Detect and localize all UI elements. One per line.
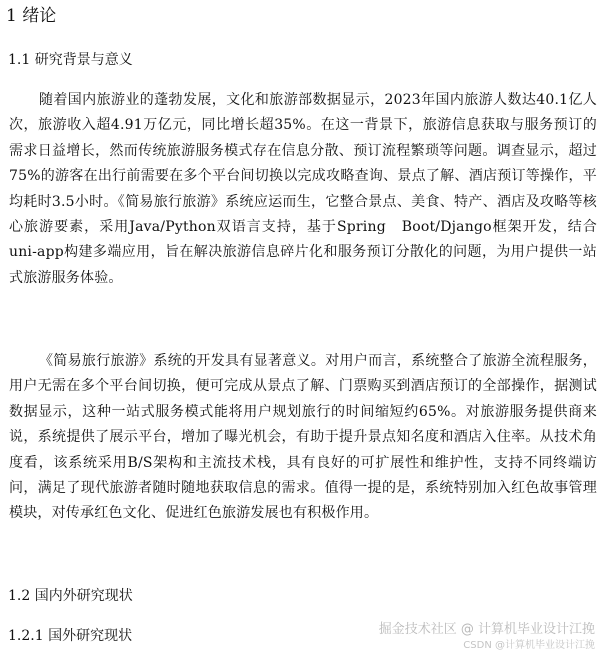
section-heading-1-2: 1.2 国内外研究现状 (8, 588, 133, 604)
chapter-title: 1 绪论 (6, 6, 57, 26)
watermark-csdn: CSDN @计算机毕业设计江挽 (463, 640, 595, 651)
subsection-heading-1-2-1: 1.2.1 国外研究现状 (8, 628, 133, 644)
paragraph-background: 随着国内旅游业的蓬勃发展，文化和旅游部数据显示，2023年国内旅游人数达40.1亿人次，旅游收入超4.91万亿元，同比增长超35%。在这一背景下，旅游信息获取与服务预订的需求日益增长，然而传统旅游服务模式存在信息分散、预订流程繁琐等问题。调查显示，超过75%的游客在出行前需要在多个平台间切换以完成攻略查询、景点了解、酒店预订等操作，平均耗时3.5小时。《简易旅行旅游》系统应运而生，它整合景点、美食、特产、酒店及攻略等核心旅游要素，采用Java/Python双语言支持，基于Spring Boot/Django框架开发，结合uni-app构建多端应用，旨在解决旅游信息碎片化和服务预订分散化的问题，为用户提供一站式旅游服务体验。 (9, 92, 597, 286)
section-heading-1-1: 1.1 研究背景与意义 (8, 52, 133, 68)
watermark (379, 621, 595, 653)
watermark-juejin: 掘金技术社区 @ 计算机毕业设计江挽 (378, 622, 595, 637)
paragraph-significance: 《简易旅行旅游》系统的开发具有显著意义。对用户而言，系统整合了旅游全流程服务，用户无需在多个平台间切换，便可完成从景点了解、门票购买到酒店预订的全部操作，据测试数据显示，这种一站式服务模式能将用户规划旅行的时间缩短约65%。对旅游服务提供商来说，系统提供了展示平台，增加了曝光机会，有助于提升景点知名度和酒店入住率。从技术角度看，该系统采用B/S架构和主流技术栈，具有良好的可扩展性和维护性，支持不同终端访问，满足了现代旅游者随时随地获取信息的需求。值得一提的是，系统特别加入红色故事管理模块，对传承红色文化、促进红色旅游发展也有积极作用。 (9, 353, 597, 522)
